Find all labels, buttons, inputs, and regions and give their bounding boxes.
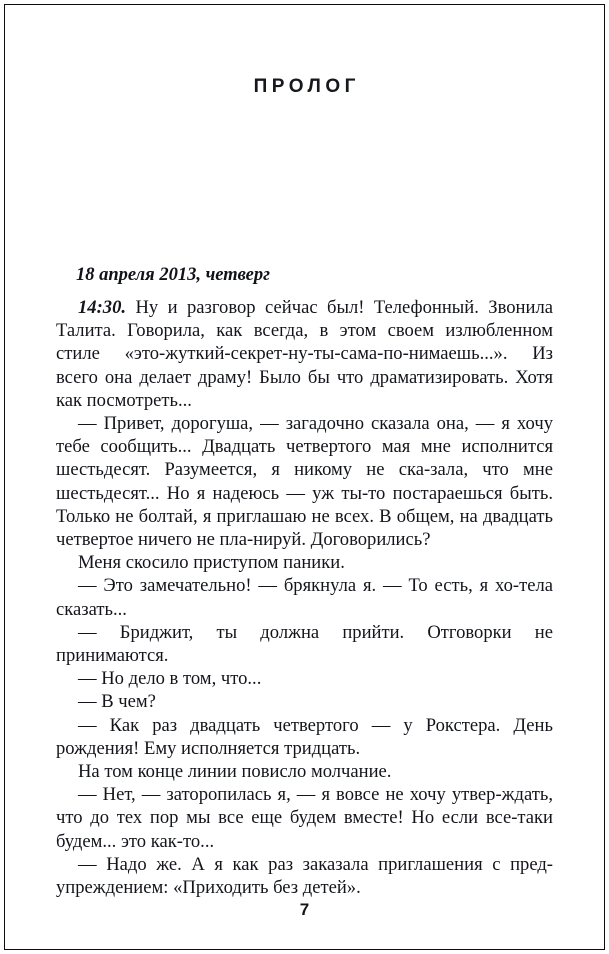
paragraph-5: — Бриджит, ты должна прийти. Отговорки не принимаются. xyxy=(56,621,553,667)
paragraph-4: — Это замечательно! — брякнула я. — То есть, я хо-тела сказать... xyxy=(56,575,553,620)
paragraph-8: — Как раз двадцать четвертого — у Рокстера. День рождения! Ему исполняется тридцать. xyxy=(56,714,553,759)
diary-date-heading: 18 апреля 2013, четверг xyxy=(76,265,270,285)
entry-timestamp: 14:30. xyxy=(78,297,127,318)
paragraph-7: — В чем? xyxy=(78,691,156,713)
body-text-block xyxy=(56,264,553,899)
paragraph-6: — Но дело в том, что... xyxy=(78,668,262,690)
paragraph-10: — Нет, — заторопилась я, — я вовсе не хочу утвер-ждать, что до тех пор мы все еще будем вместе! Но если все-таки будем... это как-то... xyxy=(56,784,553,852)
paragraph-2: — Привет, дорогуша, — загадочно сказала она, — я хочу тебе сообщить... Двадцать четвертого мая мне исполнится шестьдесят. Разумеется, я никому не ска-зала, что мне шестьдесят... Но я надеюсь — уж ты-то постараешься быть. Только не болтай, я приглашаю не всех. В общем, на двадцать четвертое ничего не пла-нируй. Договорились? xyxy=(56,413,553,551)
paragraph-11: — Надо же. А я как раз заказала приглашения с пред-упреждением: «Приходить без детей». xyxy=(56,853,553,899)
page-title: ПРОЛОГ xyxy=(253,76,360,97)
paragraph-9: На том конце линии повисло молчание. xyxy=(78,761,392,783)
paragraph-3: Меня скосило приступом паники. xyxy=(78,552,345,574)
page-number: 7 xyxy=(299,900,310,919)
paragraph-1 xyxy=(56,296,553,412)
paragraph-1-text: Ну и разговор сейчас был! Телефонный. Звонила Талита. Говорила, как всегда, в этом своем излюбленном стиле «это-жуткий-секрет-ну-ты-сама-по-нимаешь...». Из всего она делает драму! Было бы что драматизировать. Хотя как посмотреть... xyxy=(56,297,553,411)
